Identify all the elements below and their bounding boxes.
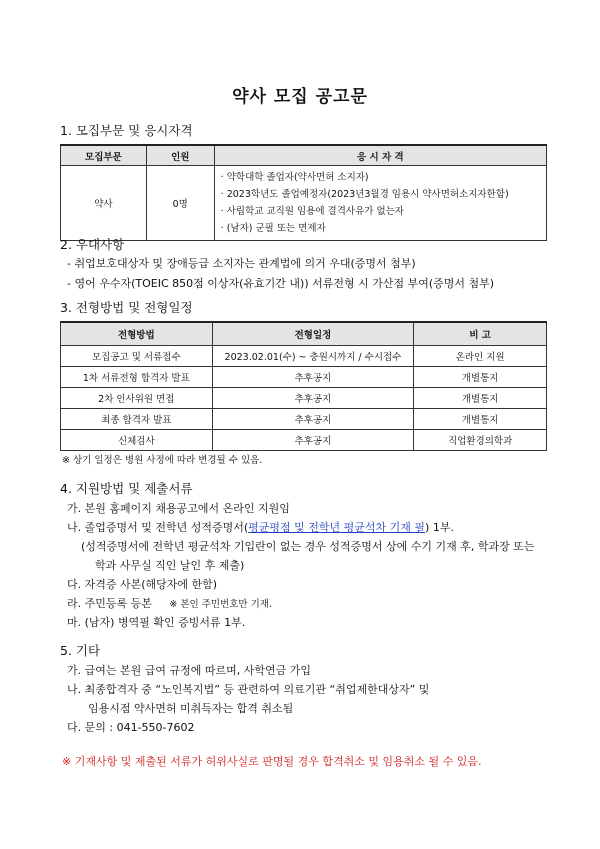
table-row	[61, 166, 547, 241]
cell-schedule: 추후공지	[212, 388, 414, 409]
misc-item: 가. 급여는 본원 급여 규정에 따르며, 사학연금 가입	[67, 664, 311, 677]
misc-item-sub: 임용시점 약사면허 미취득자는 합격 취소됨	[88, 702, 294, 715]
table-row	[61, 388, 547, 409]
table-row	[61, 346, 547, 367]
application-item-text: 나. 졸업증명서 및 전학년 성적증명서(	[67, 521, 249, 534]
cell-remarks: 직업환경의학과	[414, 430, 547, 451]
transcript-requirement-link: 평균평점 및 전학년 평균석차 기재 필	[248, 521, 426, 534]
cell-field: 약사	[61, 166, 147, 241]
cell-remarks: 온라인 지원	[414, 346, 547, 367]
cell-remarks: 개별통지	[414, 367, 547, 388]
header-count: 인원	[146, 145, 214, 166]
requirement-item: · (남자) 군필 또는 면제자	[220, 223, 326, 234]
header-field: 모집부문	[61, 145, 147, 166]
header-remarks: 비 고	[414, 322, 547, 346]
table-row	[61, 409, 547, 430]
cell-method: 신체검사	[61, 430, 213, 451]
requirement-item: · 2023학년도 졸업예정자(2023년3월경 임용시 약사면허소지자한함)	[220, 189, 509, 200]
cell-count: 0명	[146, 166, 214, 241]
section1-heading: 1. 모집부문 및 응시자격	[60, 123, 193, 138]
application-item	[67, 595, 272, 611]
misc-item: 나. 최종합격자 중 “노인복지법” 등 관련하여 의료기관 “취업제한대상자” 및	[67, 683, 430, 696]
header-schedule: 전형일정	[212, 322, 414, 346]
application-item-sub: 학과 사무실 직인 날인 후 제출)	[95, 559, 245, 572]
application-item-sub: (성적증명서에 전학년 평균석차 기입란이 없는 경우 성적증명서 상에 수기 기재 후, 학과장 또는	[81, 540, 535, 553]
cell-method: 1차 서류전형 합격자 발표	[61, 367, 213, 388]
application-item: 다. 자격증 사본(해당자에 한함)	[67, 578, 218, 591]
application-item-text: ) 1부.	[425, 521, 454, 534]
page-title: 약사 모집 공고문	[232, 87, 368, 107]
section5-heading: 5. 기타	[60, 643, 101, 658]
contact-info: 다. 문의 : 041-550-7602	[67, 721, 195, 734]
requirement-item: · 약학대학 졸업자(약사면허 소지자)	[220, 172, 369, 183]
section4-heading: 4. 지원방법 및 제출서류	[60, 481, 193, 496]
preference-item: - 영어 우수자(TOEIC 850점 이상자(유효기간 내)) 서류전형 시 가산점 부여(증명서 첨부)	[67, 277, 495, 290]
section3-heading: 3. 전형방법 및 전형일정	[60, 300, 193, 315]
cell-remarks: 개별통지	[414, 409, 547, 430]
recruitment-table	[60, 144, 547, 241]
application-item-text: 라. 주민등록 등본	[67, 597, 152, 610]
cell-remarks: 개별통지	[414, 388, 547, 409]
preference-item: - 취업보호대상자 및 장애등급 소지자는 관계법에 의거 우대(증명서 첨부)	[67, 257, 416, 270]
cell-requirements	[214, 166, 546, 241]
application-item	[67, 519, 454, 535]
cell-schedule: 추후공지	[212, 409, 414, 430]
schedule-table-header	[61, 322, 547, 346]
resident-number-note: ※ 본인 주민번호만 기재.	[169, 599, 273, 610]
table-row	[61, 367, 547, 388]
cell-method: 최종 합격자 발표	[61, 409, 213, 430]
application-item: 마. (남자) 병역필 확인 증빙서류 1부.	[67, 616, 246, 629]
cell-schedule: 추후공지	[212, 367, 414, 388]
schedule-note: ※ 상기 일정은 병원 사정에 따라 변경될 수 있음.	[62, 455, 263, 466]
section2-heading: 2. 우대사항	[60, 237, 125, 252]
table-row	[61, 430, 547, 451]
schedule-table	[60, 321, 547, 451]
cell-method: 모집공고 및 서류접수	[61, 346, 213, 367]
application-item: 가. 본원 홈페이지 채용공고에서 온라인 지원임	[67, 502, 290, 515]
recruitment-table-header	[61, 145, 547, 166]
warning-note: ※ 기재사항 및 제출된 서류가 허위사실로 판명될 경우 합격취소 및 임용취소 될 수 있음.	[62, 755, 482, 768]
cell-method: 2차 인사위원 면접	[61, 388, 213, 409]
requirement-item: · 사립학교 교직원 임용에 결격사유가 없는자	[220, 206, 404, 217]
cell-schedule: 2023.02.01(수) ~ 충원시까지 / 수시접수	[212, 346, 414, 367]
header-requirements: 응 시 자 격	[214, 145, 546, 166]
header-method: 전형방법	[61, 322, 213, 346]
cell-schedule: 추후공지	[212, 430, 414, 451]
